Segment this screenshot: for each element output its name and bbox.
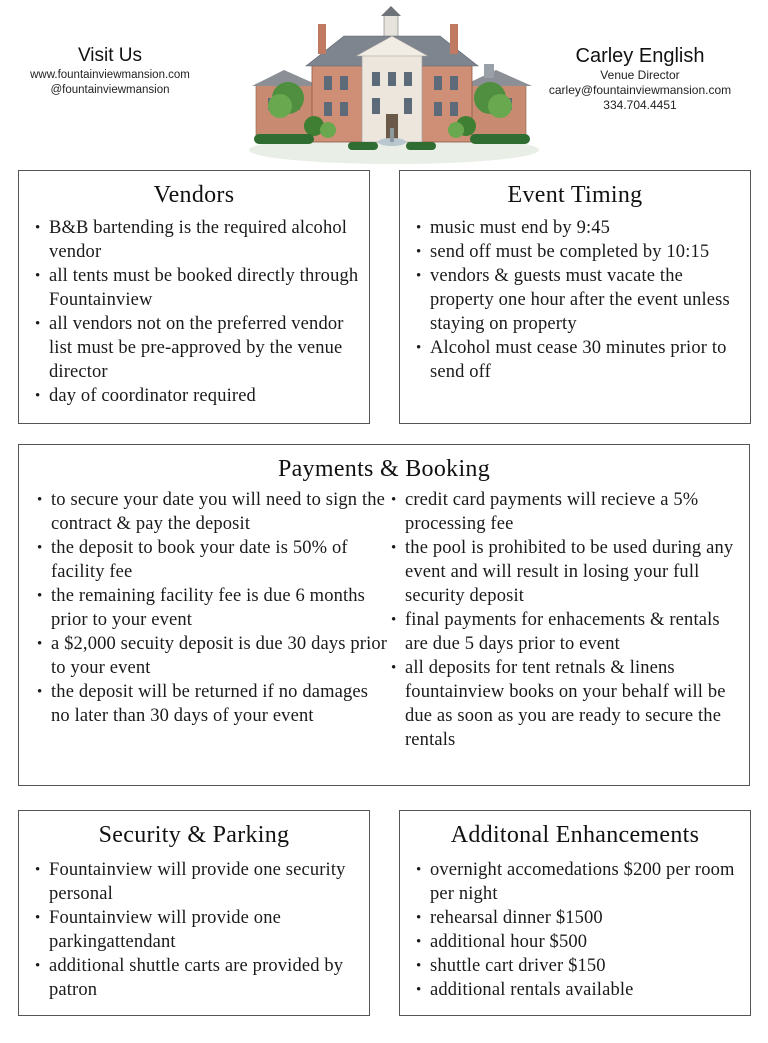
list-item: • day of coordinator required	[27, 384, 369, 408]
director-phone[interactable]: 334.704.4451	[603, 98, 677, 112]
director-name: Carley English	[575, 45, 705, 67]
payments-booking-title: Payments & Booking	[277, 456, 491, 482]
vendors-list	[27, 216, 369, 408]
list-item: • the deposit will be returned if no damages no later than 30 days of your event	[29, 680, 389, 728]
list-item: • the deposit to book your date is 50% of facility fee	[29, 536, 389, 584]
event-timing-list	[408, 216, 750, 384]
list-item: • the remaining facility fee is due 6 months prior to your event	[29, 584, 389, 632]
payments-booking-section	[18, 444, 750, 786]
event-timing-section	[399, 170, 751, 424]
list-item: • shuttle cart driver $150	[408, 954, 750, 978]
list-item: • to secure your date you will need to sign the contract & pay the deposit	[29, 488, 389, 536]
list-item: • send off must be completed by 10:15	[408, 240, 750, 264]
list-item: • a $2,000 secuity deposit is due 30 days prior to your event	[29, 632, 389, 680]
security-parking-title: Security & Parking	[98, 822, 290, 848]
list-item: • additional rentals available	[408, 978, 750, 1002]
director-role: Venue Director	[600, 68, 680, 82]
payments-right-list	[383, 488, 743, 752]
list-item: • music must end by 9:45	[408, 216, 750, 240]
list-item: • vendors & guests must vacate the property one hour after the event unless staying on property	[408, 264, 750, 336]
list-item: • Alcohol must cease 30 minutes prior to send off	[408, 336, 750, 384]
website-link[interactable]: www.fountainviewmansion.com	[30, 69, 190, 81]
list-item: • B&B bartending is the required alcohol vendor	[27, 216, 369, 264]
vendors-section	[18, 170, 370, 424]
enhancements-list	[408, 858, 750, 1002]
security-parking-list	[27, 858, 369, 1002]
social-handle[interactable]: @fountainviewmansion	[50, 84, 170, 96]
venue-director-block	[525, 44, 755, 113]
list-item: • additional shuttle carts are provided by patron	[27, 954, 369, 1002]
list-item: • final payments for enhacements & rentals are due 5 days prior to event	[383, 608, 743, 656]
list-item: • all deposits for tent retnals & linens fountainview books on your behalf will be due as soon as you are ready to secure the rentals	[383, 656, 743, 752]
director-email[interactable]: carley@fountainviewmansion.com	[548, 83, 732, 97]
list-item: • additional hour $500	[408, 930, 750, 954]
list-item: • Fountainview will provide one security personal	[27, 858, 369, 906]
security-parking-section	[18, 810, 370, 1016]
list-item: • credit card payments will recieve a 5% processing fee	[383, 488, 743, 536]
vendors-title: Vendors	[153, 182, 235, 208]
payments-left-list	[29, 488, 389, 728]
visit-us-block	[0, 44, 220, 98]
enhancements-section	[399, 810, 751, 1016]
list-item: • all tents must be booked directly through Fountainview	[27, 264, 369, 312]
visit-us-heading: Visit Us	[77, 45, 143, 66]
list-item: • Fountainview will provide one parkingattendant	[27, 906, 369, 954]
mansion-illustration	[244, 2, 540, 168]
list-item: • all vendors not on the preferred vendor list must be pre-approved by the venue director	[27, 312, 369, 384]
enhancements-title: Additonal Enhancements	[450, 822, 700, 848]
list-item: • rehearsal dinner $1500	[408, 906, 750, 930]
list-item: • overnight accomedations $200 per room per night	[408, 858, 750, 906]
event-timing-title: Event Timing	[507, 182, 643, 208]
list-item: • the pool is prohibited to be used during any event and will result in losing your full security deposit	[383, 536, 743, 608]
